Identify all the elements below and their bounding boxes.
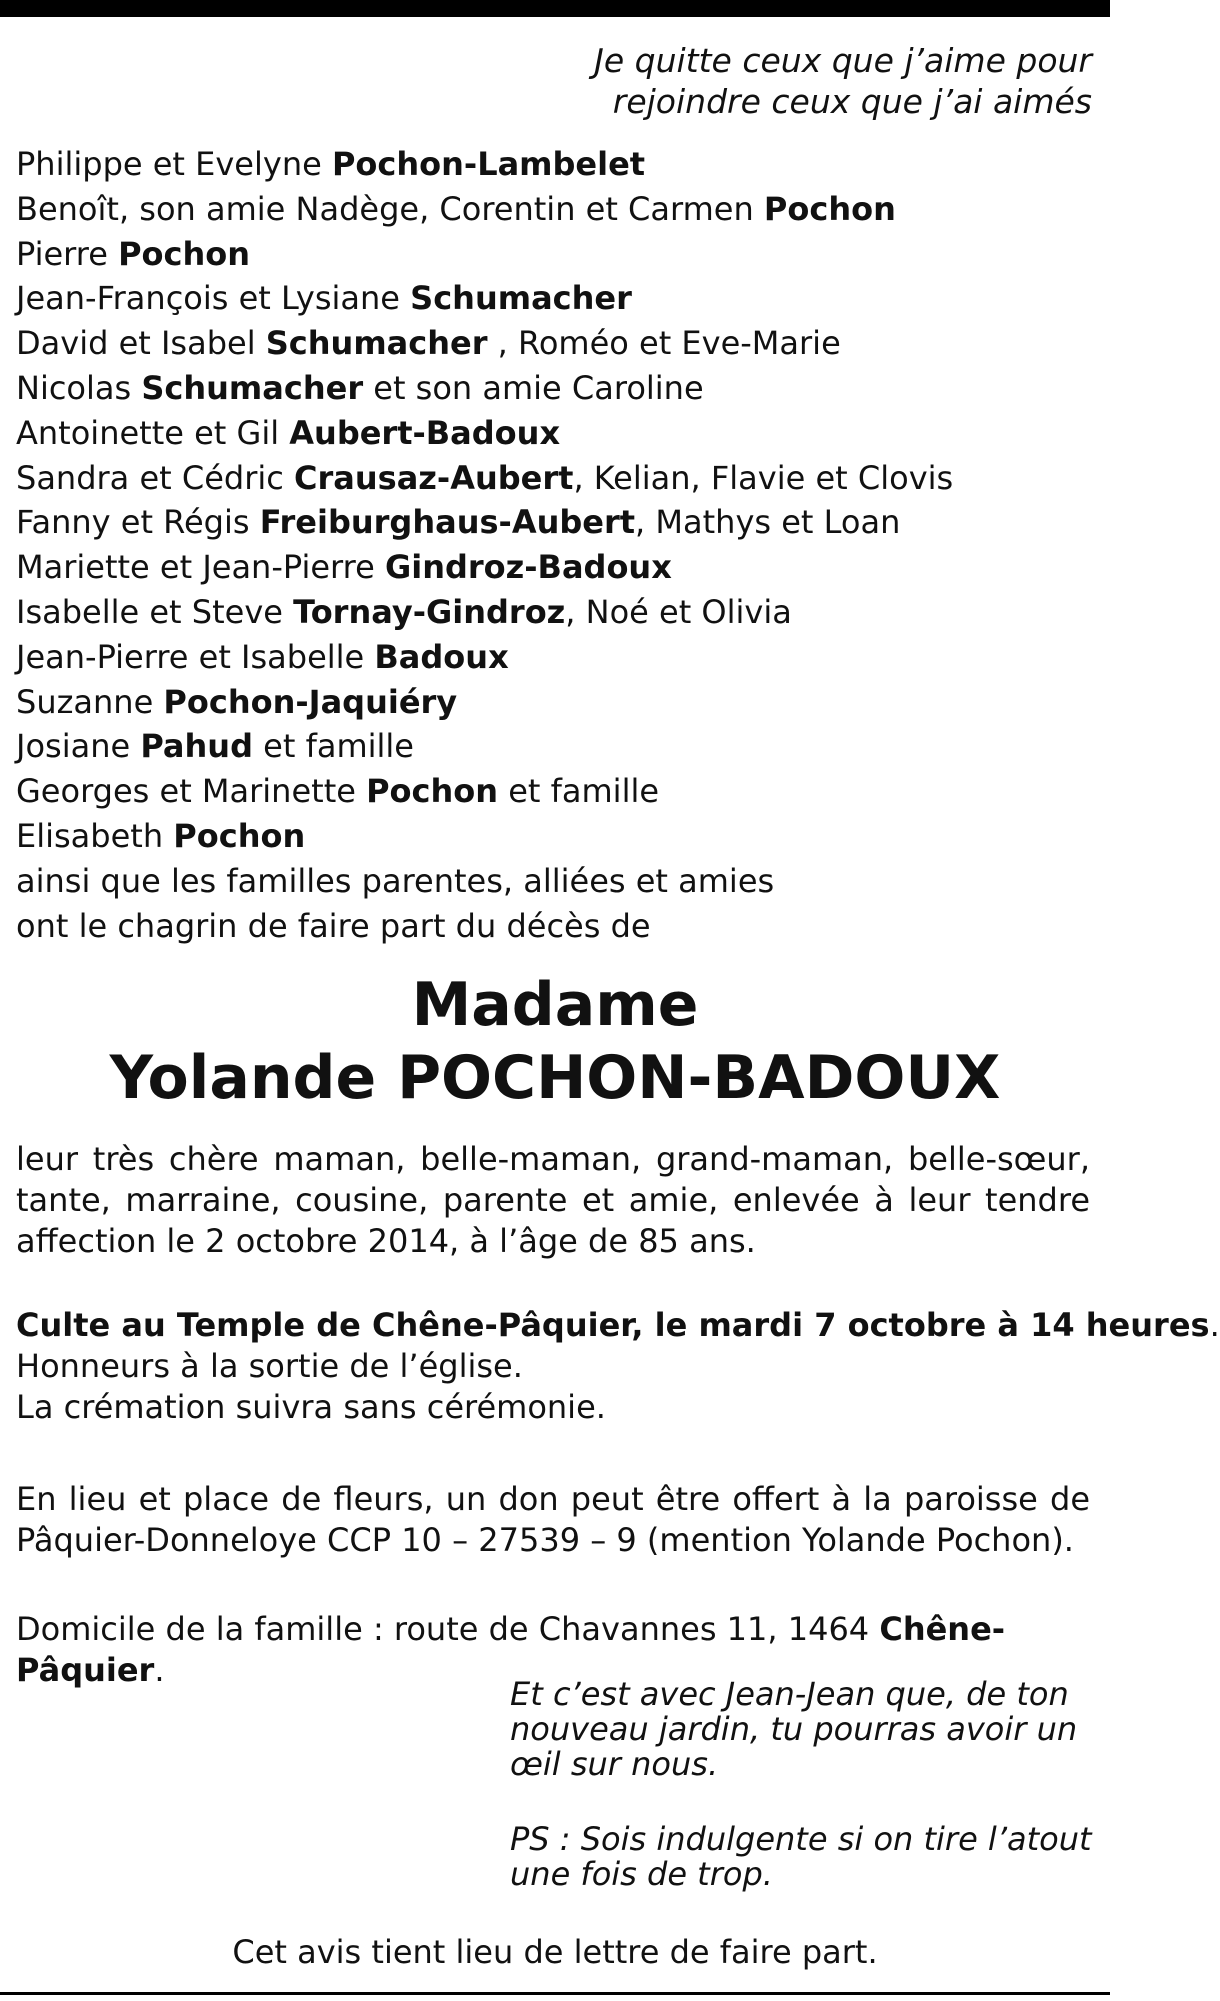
family-line (16, 590, 1096, 635)
family-surname: Pochon (763, 189, 896, 228)
family-line-suffix: , Roméo et Eve-Marie (487, 324, 841, 363)
family-line (16, 142, 1096, 187)
family-line (16, 500, 1096, 545)
domicile-town: Chêne-Pâquier (16, 1610, 1006, 1689)
closing-message (510, 1677, 1100, 1892)
closing-line-3: œil sur nous. (510, 1745, 719, 1783)
family-line-text: Philippe et Evelyne (16, 145, 332, 183)
family-line-text: Sandra et Cédric (16, 458, 295, 497)
epigraph-line-2: rejoindre ceux que j’ai aimés (612, 82, 1092, 121)
family-surname: Pochon (173, 816, 306, 855)
family-surname: Schumacher (410, 279, 632, 318)
family-surname: Schumacher (141, 368, 364, 407)
family-surname: Pochon-Lambelet (331, 145, 646, 183)
family-line (16, 276, 1096, 321)
closing-line-2: nouveau jardin, tu pourras avoir un (510, 1710, 1078, 1748)
family-line (16, 859, 1096, 904)
family-surname: Gindroz-Badoux (384, 548, 672, 587)
family-line (16, 411, 1096, 456)
footer-note: Cet avis tient lieu de lettre de faire part. (232, 1933, 878, 1971)
ps-line-1: PS : Sois indulgente si on tire l’atout (510, 1820, 1092, 1858)
tribute-paragraph: leur très chère maman, belle-maman, grand-maman, belle-sœur, tante, marraine, cousine, parente et amie, enlevée à leur tendre affection le 2 octobre 2014, à l’âge de 85 ans. (16, 1140, 1090, 1260)
domicile-address: Domicile de la famille : route de Chavannes 11, 1464 (16, 1610, 880, 1648)
family-surname: Aubert-Badoux (289, 413, 561, 452)
family-line-text: Jean-Pierre et Isabelle (16, 637, 375, 676)
family-line-text: ont le chagrin de faire part du décès de (16, 906, 651, 945)
family-line (16, 724, 1096, 769)
service-details (16, 1305, 1220, 1428)
family-line-text: Pierre (16, 234, 119, 273)
family-surname: Tornay-Gindroz (293, 592, 566, 631)
deceased-name: Yolande POCHON-BADOUX (109, 1043, 1001, 1113)
family-line (16, 187, 1096, 232)
family-line-text: Josiane (16, 727, 141, 766)
top-border-rule (0, 0, 1110, 17)
family-line (16, 635, 1096, 680)
deceased-name-block (0, 972, 1110, 1118)
family-line-text: Jean-François et Lysiane (16, 279, 411, 318)
epigraph-quote (594, 40, 1092, 122)
family-surname: Crausaz-Aubert (294, 458, 574, 497)
family-surname: Badoux (374, 637, 509, 676)
family-line (16, 680, 1096, 725)
family-line-text: Elisabeth (16, 816, 174, 855)
family-line-suffix: et famille (498, 772, 660, 811)
donation-paragraph: En lieu et place de fleurs, un don peut être offert à la paroisse de Pâquier-Donneloye CCP 10 – 27539 – 9 (mention Yolande Pochon). (16, 1480, 1090, 1559)
family-surname: Pochon (366, 772, 499, 811)
family-line-text: Suzanne (16, 682, 164, 721)
cremation-line: La crémation suivra sans cérémonie. (16, 1388, 606, 1426)
deceased-title: Madame (411, 970, 699, 1040)
family-line (16, 321, 1096, 366)
family-line-text: ainsi que les familles parentes, alliées et amies (16, 861, 775, 900)
family-line-suffix: , Noé et Olivia (565, 592, 792, 631)
family-line (16, 456, 1096, 501)
epigraph-line-1: Je quitte ceux que j’aime pour (594, 41, 1092, 80)
family-line (16, 904, 1096, 949)
closing-line-1: Et c’est avec Jean-Jean que, de ton (510, 1675, 1069, 1713)
family-line-text: Benoît, son amie Nadège, Corentin et Carmen (16, 189, 764, 228)
family-line (16, 814, 1096, 859)
family-line-suffix: , Kelian, Flavie et Clovis (573, 458, 954, 497)
service-period: . (1209, 1306, 1220, 1344)
family-surname: Pochon (118, 234, 251, 273)
domicile-period: . (154, 1651, 165, 1689)
family-line (16, 769, 1096, 814)
family-line (16, 545, 1096, 590)
service-line (16, 1305, 1220, 1346)
family-line-text: David et Isabel (16, 324, 266, 363)
family-line-text: Fanny et Régis (16, 503, 260, 542)
family-surname: Pahud (140, 727, 253, 766)
family-line-text: Antoinette et Gil (16, 413, 290, 452)
family-line (16, 232, 1096, 277)
family-surname: Schumacher (265, 324, 488, 363)
closing-spacer (510, 1782, 1100, 1822)
family-line-text: Mariette et Jean-Pierre (16, 548, 385, 587)
family-line-text: Isabelle et Steve (16, 592, 294, 631)
family-list (16, 142, 1096, 948)
family-surname: Freiburghaus-Aubert (259, 503, 636, 542)
service-announcement: Culte au Temple de Chêne-Pâquier, le mardi 7 octobre à 14 heures (16, 1306, 1210, 1344)
honours-line: Honneurs à la sortie de l’église. (16, 1347, 523, 1385)
family-surname: Pochon-Jaquiéry (163, 682, 458, 721)
family-line-suffix: et famille (252, 727, 414, 766)
family-line-text: Nicolas (16, 368, 142, 407)
family-line (16, 366, 1096, 411)
family-line-suffix: , Mathys et Loan (635, 503, 901, 542)
ps-line-2: une fois de trop. (510, 1855, 773, 1893)
family-line-suffix: et son amie Caroline (363, 368, 704, 407)
bottom-border-rule (0, 1992, 1110, 1995)
family-line-text: Georges et Marinette (16, 772, 367, 811)
